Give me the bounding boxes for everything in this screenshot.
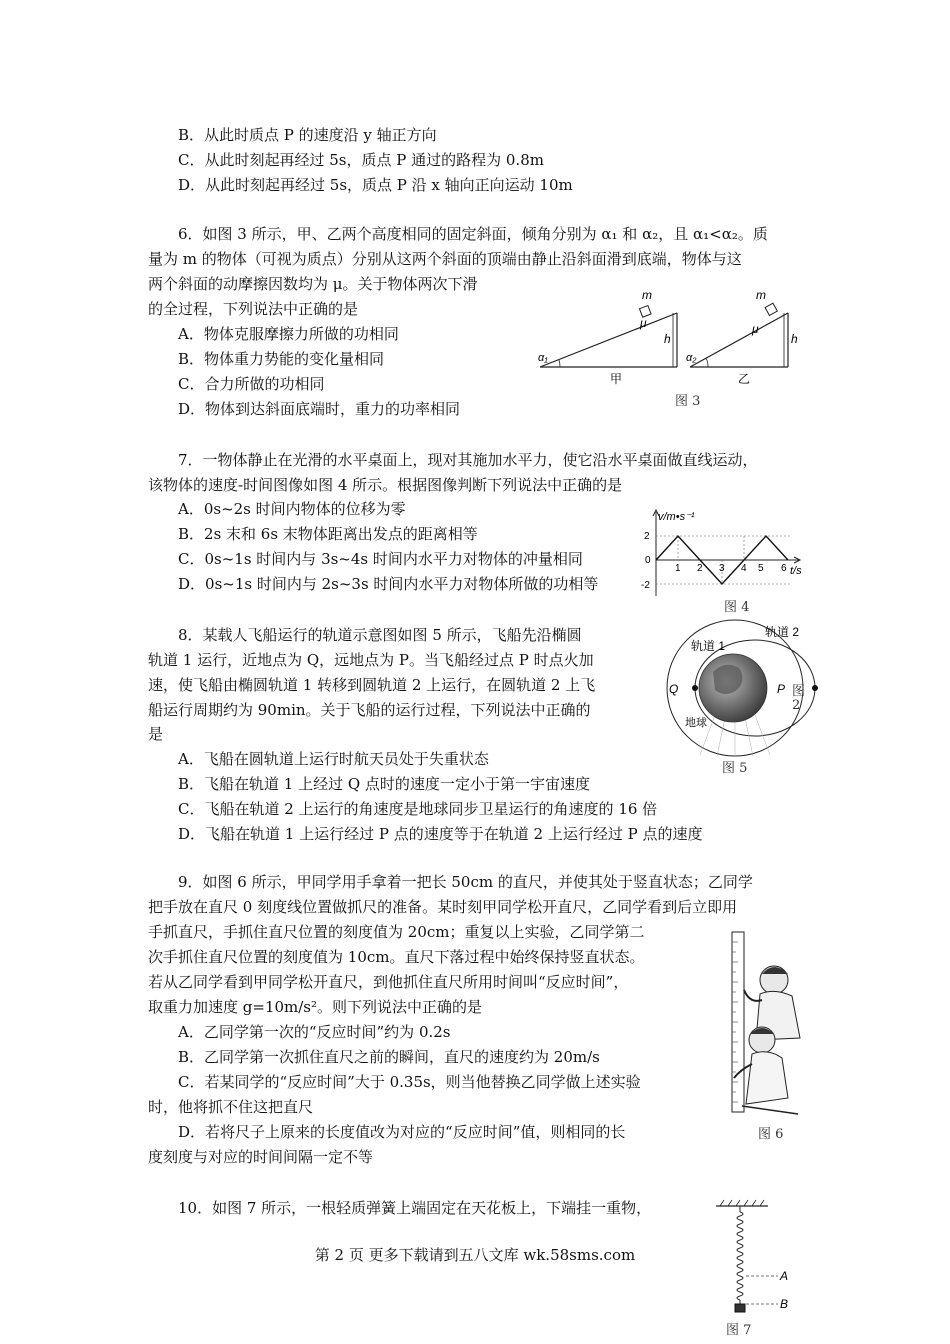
q7-option-d: D．0s~1s 时间内与 2s~3s 时间内水平力对物体所做的功相等 bbox=[178, 575, 599, 593]
vt-tick-t2: 2 bbox=[697, 563, 703, 574]
q5-option-b: B．从此时质点 P 的速度沿 y 轴正方向 bbox=[178, 126, 437, 144]
person-yi-leg bbox=[742, 1106, 798, 1114]
label-mu-jia: μ bbox=[640, 316, 647, 330]
incline-jia-slope bbox=[540, 313, 677, 367]
angle-arc-jia bbox=[559, 360, 560, 367]
figure-6-ruler-catch bbox=[712, 928, 817, 1118]
q9-stem-line-5: 若从乙同学看到甲同学松开直尺，到他抓住直尺所用时间叫“反应时间”， bbox=[148, 973, 629, 991]
q6-option-c: C．合力所做的功相同 bbox=[178, 375, 325, 393]
q6-stem-line-1: 6．如图 3 所示，甲、乙两个高度相同的固定斜面，倾角分别为 α₁ 和 α₂，且 α₁<α₂。质 bbox=[178, 225, 768, 243]
label-p: P bbox=[777, 682, 786, 696]
q6-stem-line-4: 的全过程，下列说法中正确的是 bbox=[148, 300, 359, 318]
weight bbox=[735, 1304, 745, 1312]
point-p-marker bbox=[812, 685, 818, 691]
vt-x-label: t/s bbox=[790, 565, 802, 577]
vt-tick-t5: 5 bbox=[758, 563, 764, 574]
label-alpha1: α₁ bbox=[538, 352, 548, 364]
q9-stem-line-3: 手抓直尺，手抓住直尺位置的刻度值为 20cm；重复以上实验，乙同学第二 bbox=[148, 923, 645, 941]
figure-5-caption: 图 5 bbox=[722, 761, 748, 776]
q8-stem-line-5: 是 bbox=[148, 725, 164, 743]
q9-option-d-line-2: 度刻度与对应的时间间隔一定不等 bbox=[148, 1148, 374, 1166]
q6-option-d: D．物体到达斜面底端时，重力的功率相同 bbox=[178, 400, 461, 418]
q6-option-a: A．物体克服摩擦力所做的功相同 bbox=[178, 325, 399, 343]
q9-stem-line-1: 9．如图 6 所示，甲同学用手拿着一把长 50cm 的直尺，并使其处于竖直状态；乙同学 bbox=[178, 873, 753, 891]
q8-option-d: D．飞船在轨道 1 上运行经过 P 点的速度等于在轨道 2 上运行经过 P 点的速度 bbox=[178, 825, 703, 843]
label-a: A bbox=[780, 1269, 789, 1283]
label-b: B bbox=[780, 1297, 789, 1311]
page-footer: 第 2 页 更多下载请到五八文库 wk.58sms.com bbox=[314, 1246, 636, 1264]
figure-3-caption: 图 3 bbox=[675, 394, 701, 409]
q9-option-c-line-1: C．若某同学的“反应时间”大于 0.35s，则当他替换乙同学做上述实验 bbox=[178, 1073, 641, 1091]
figure-4-vt-graph bbox=[640, 508, 810, 603]
figure-4-caption: 图 4 bbox=[724, 600, 750, 615]
vt-tick-t3: 3 bbox=[719, 563, 725, 574]
angle-arc-yi bbox=[706, 358, 708, 367]
q7-option-c: C．0s~1s 时间内与 3s~4s 时间内水平力对物体的冲量相同 bbox=[178, 550, 583, 568]
q8-stem-line-2: 轨道 1 运行，近地点为 Q，远地点为 P。当飞船经过点 P 时点火加 bbox=[148, 651, 594, 669]
figure-6-caption: 图 6 bbox=[758, 1127, 784, 1142]
label-orbit-2: 轨道 2 bbox=[765, 625, 800, 639]
q7-option-a: A．0s~2s 时间内物体的位移为零 bbox=[178, 500, 406, 518]
vt-tick-t4: 4 bbox=[741, 563, 747, 574]
incline-yi-slope bbox=[690, 313, 788, 367]
vt-tick-0: 0 bbox=[645, 555, 651, 566]
ceiling-hatch bbox=[720, 1200, 764, 1206]
q9-option-c-line-2: 时，他将抓不住这把直尺 bbox=[148, 1098, 314, 1116]
point-q-marker bbox=[692, 685, 698, 691]
q9-option-a: A．乙同学第一次的“反应时间”约为 0.2s bbox=[178, 1023, 451, 1041]
q9-option-d-line-1: D．若将尺子上原来的长度值改为对应的“反应时间”值，则相同的长 bbox=[178, 1123, 626, 1141]
vt-tick-t6: 6 bbox=[781, 563, 787, 574]
q6-stem-line-2: 量为 m 的物体（可视为质点）分别从这两个斜面的顶端由静止沿斜面滑到底端，物体与这 bbox=[148, 250, 742, 268]
figure-5-two-label: 2 bbox=[792, 698, 801, 713]
person-yi-body bbox=[746, 1052, 788, 1104]
q7-stem-line-2: 该物体的速度-时间图像如图 4 所示。根据图像判断下列说法中正确的是 bbox=[148, 476, 623, 494]
q9-option-b: B．乙同学第一次抓住直尺之前的瞬间，直尺的速度约为 20m/s bbox=[178, 1048, 600, 1066]
label-orbit-1: 轨道 1 bbox=[691, 639, 726, 653]
figure-5-orbits bbox=[655, 620, 815, 760]
q8-stem-line-4: 船运行周期约为 90min。关于飞船的运行过程，下列说法中正确的 bbox=[148, 701, 591, 719]
q8-option-b: B．飞船在轨道 1 上经过 Q 点时的速度一定小于第一宇宙速度 bbox=[178, 775, 590, 793]
vt-tick-t1: 1 bbox=[675, 563, 681, 574]
q9-stem-line-4: 次手抓住直尺位置的刻度值为 10cm。直尺下落过程中始终保持竖直状态。 bbox=[148, 948, 645, 966]
q8-option-a: A．飞船在圆轨道上运行时航天员处于失重状态 bbox=[178, 750, 489, 768]
q5-option-d: D．从此时刻起再经过 5s，质点 P 沿 x 轴向正向运动 10m bbox=[178, 176, 573, 194]
label-q: Q bbox=[669, 682, 679, 696]
q8-option-c: C．飞船在轨道 2 上运行的角速度是地球同步卫星运行的角速度的 16 倍 bbox=[178, 800, 658, 818]
label-jia: 甲 bbox=[610, 372, 623, 386]
q9-stem-line-6: 取重力加速度 g=10m/s²。则下列说法中正确的是 bbox=[148, 998, 483, 1016]
figure-7-caption: 图 7 bbox=[726, 1323, 752, 1338]
q9-stem-line-2: 把手放在直尺 0 刻度线位置做抓尺的准备。某时刻甲同学松开直尺，乙同学看到后立即用 bbox=[148, 898, 738, 916]
vt-tick-neg2: -2 bbox=[641, 580, 650, 591]
q7-stem-line-1: 7．一物体静止在光滑的水平桌面上，现对其施加水平力，使它沿水平桌面做直线运动， bbox=[178, 451, 758, 469]
figure-5-tu-label: 图 bbox=[792, 684, 806, 699]
q8-stem-line-1: 8．某载人飞船运行的轨道示意图如图 5 所示，飞船先沿椭圆 bbox=[178, 626, 582, 644]
label-m-jia: m bbox=[642, 288, 652, 302]
q8-stem-line-3: 速，使飞船由椭圆轨道 1 转移到圆轨道 2 上运行，在圆轨道 2 上飞 bbox=[148, 676, 596, 694]
label-yi: 乙 bbox=[738, 372, 751, 386]
vt-tick-2: 2 bbox=[644, 531, 650, 542]
block-yi bbox=[765, 303, 777, 315]
label-mu-yi: μ bbox=[752, 322, 759, 336]
label-m-yi: m bbox=[756, 288, 766, 302]
q5-option-c: C．从此时刻起再经过 5s，质点 P 通过的路程为 0.8m bbox=[178, 151, 544, 169]
q6-stem-line-3: 两个斜面的动摩擦因数均为 μ。关于物体两次下滑 bbox=[148, 275, 478, 293]
label-h-yi: h bbox=[791, 332, 798, 346]
q6-option-b: B．物体重力势能的变化量相同 bbox=[178, 350, 385, 368]
label-earth: 地球 bbox=[685, 717, 707, 729]
label-h-jia: h bbox=[664, 332, 671, 346]
q7-option-b: B．2s 末和 6s 末物体距离出发点的距离相等 bbox=[178, 525, 478, 543]
label-alpha2: α₂ bbox=[686, 352, 697, 364]
q10-stem-line-1: 10．如图 7 所示，一根轻质弹簧上端固定在天花板上，下端挂一重物， bbox=[178, 1199, 652, 1217]
figure-3-inclines bbox=[530, 285, 810, 405]
vt-y-label: v/m•s⁻¹ bbox=[658, 511, 695, 523]
